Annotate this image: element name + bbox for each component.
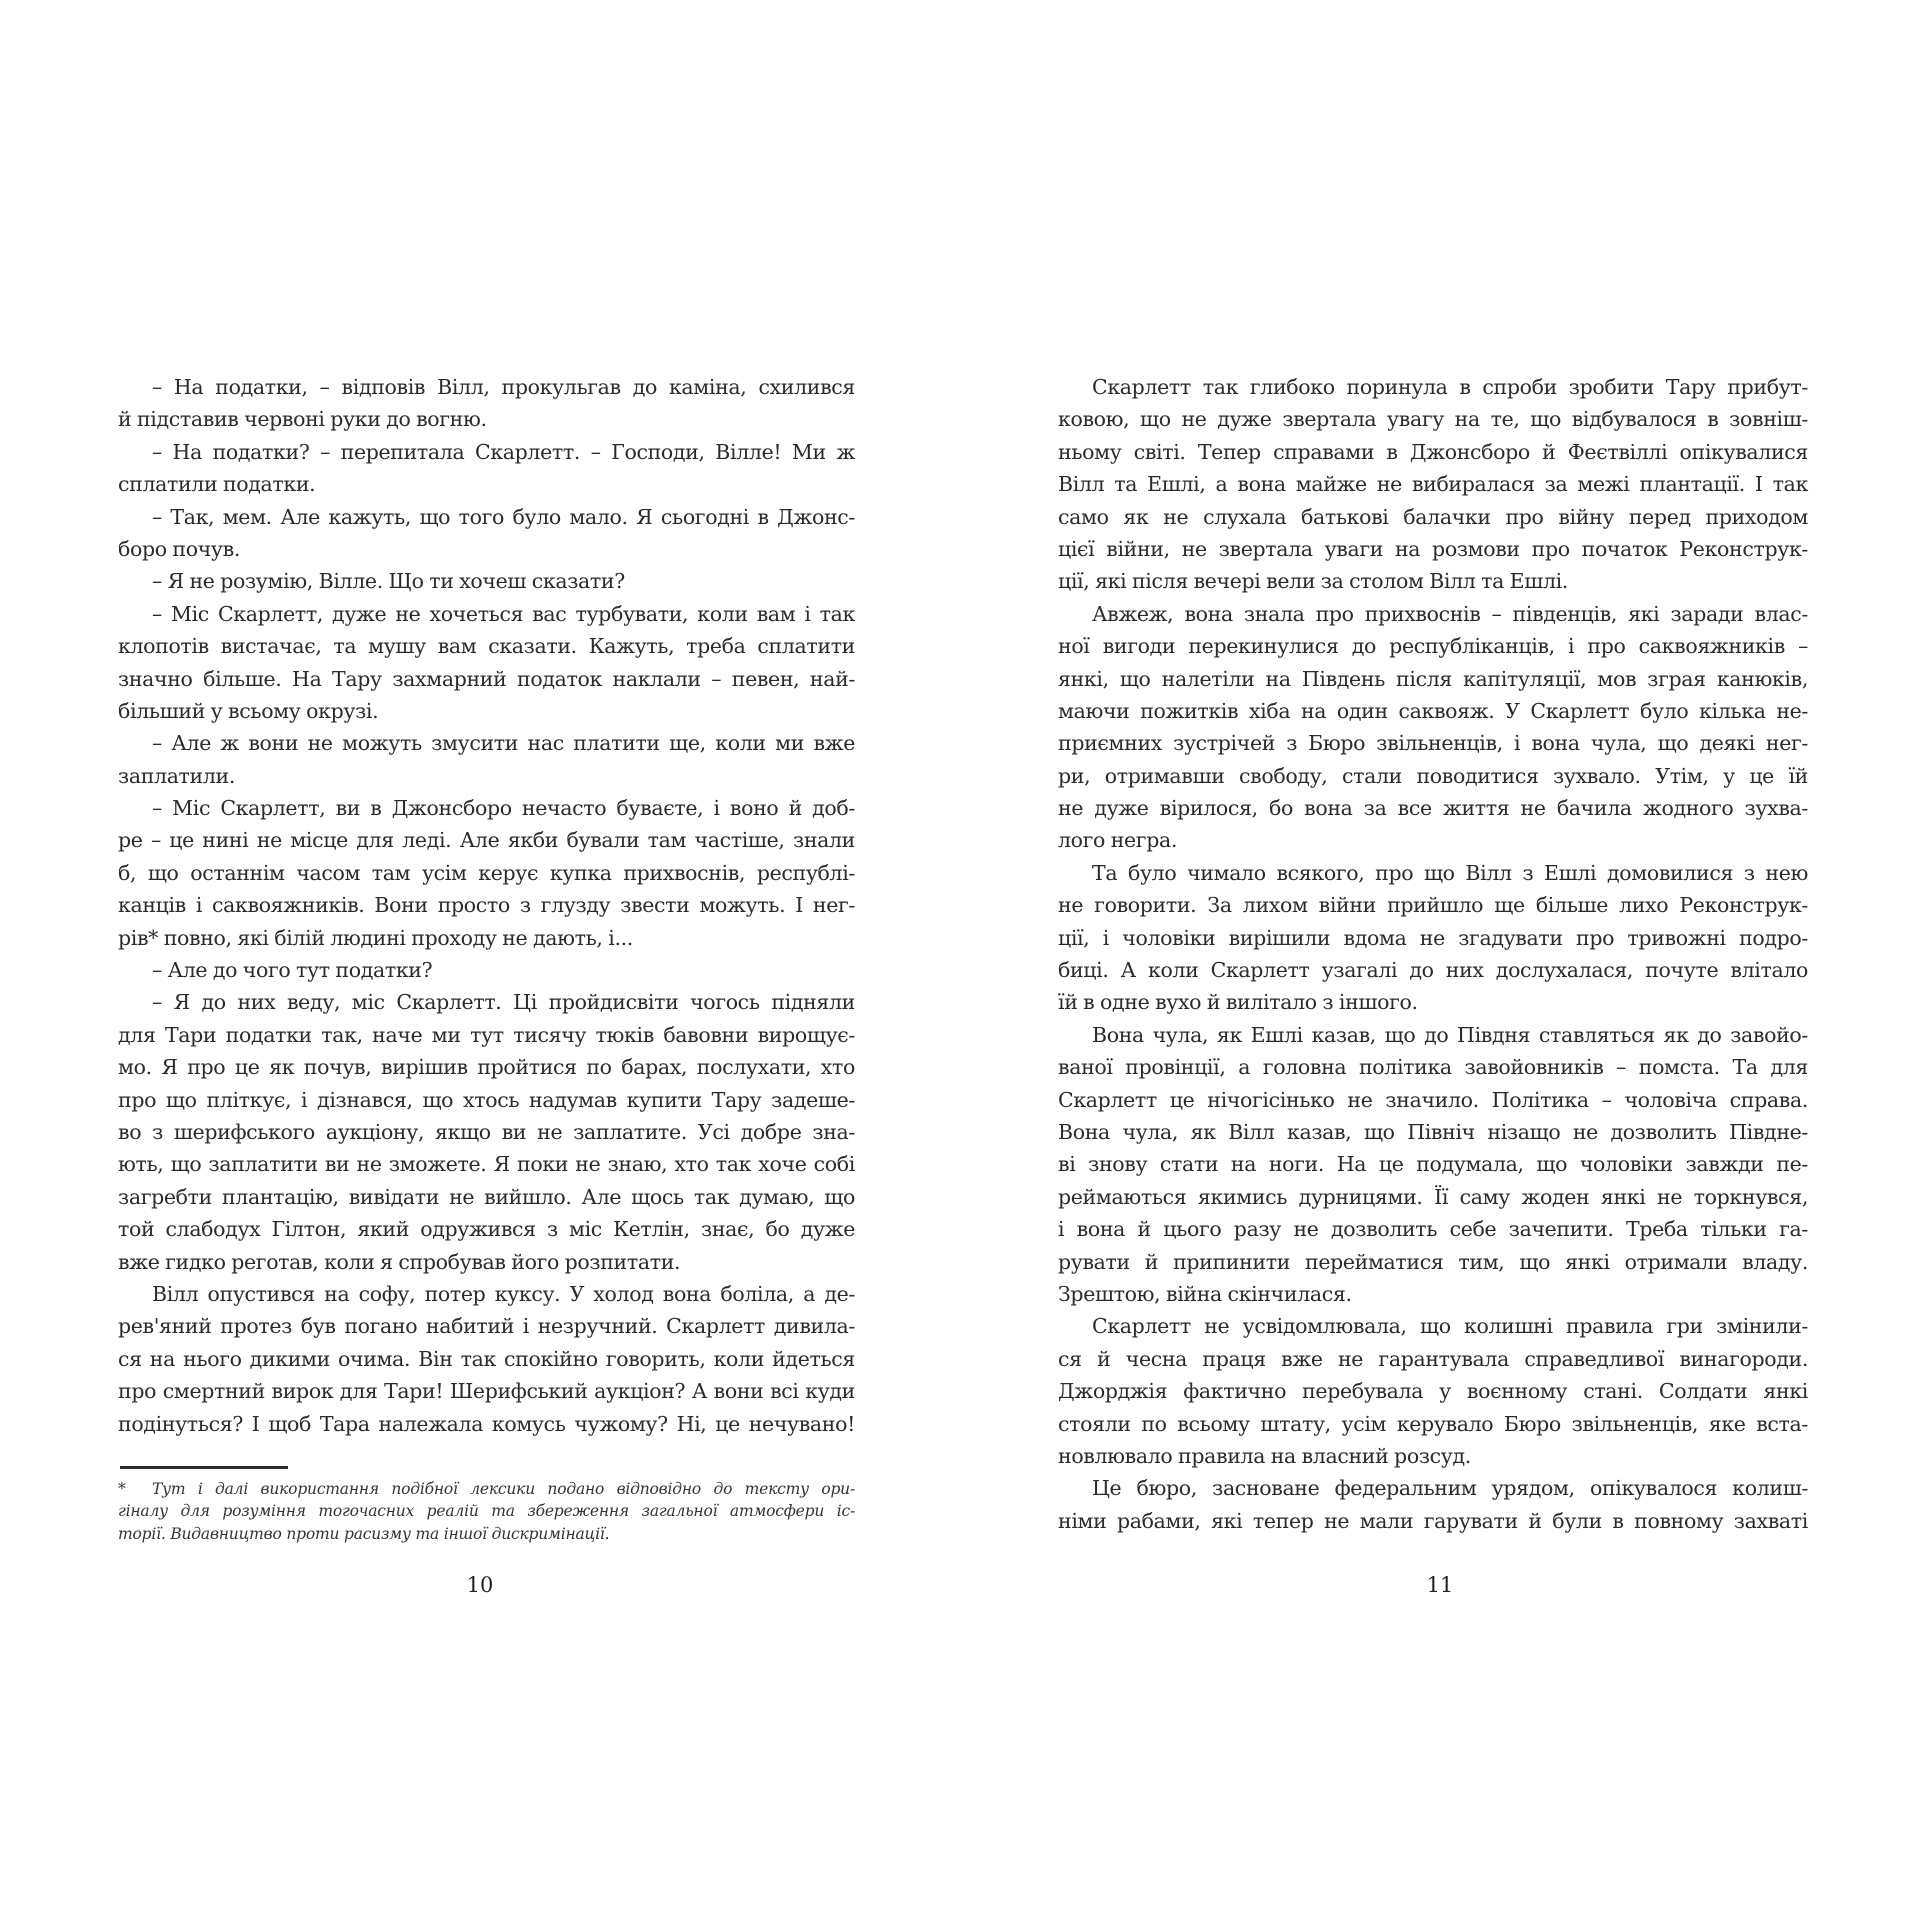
text-line: Та було чимало всякого, про що Вілл з Ешлі домовилися з нею [1092,860,1808,885]
text-line: само як не слухала батькові балачки про війну перед приходом [1058,504,1808,529]
text-line: ся й чесна праця вже не гарантувала справедливої винагороди. [1058,1346,1808,1371]
text-line: новлювало правила на власний розсуд. [1058,1443,1471,1468]
text-line: ся на нього дикими очима. Він так спокійно говорить, коли йдеться [118,1346,855,1371]
text-line: Це бюро, засноване федеральним урядом, опікувалося колиш- [1092,1476,1808,1501]
text-line: про смертний вирок для Тари! Шерифський аукціон? А вони всі куди [118,1379,855,1404]
text-line: канців і саквояжників. Вони просто з глузду звести можуть. І нег- [118,893,855,918]
text-line: і вона й цього разу не дозволить себе зачепити. Треба тільки га- [1058,1217,1808,1242]
footnote-text: гіналу для розуміння тогочасних реалій та збереження загальної атмосфери іс- [118,1502,855,1521]
text-line: – На податки, – відповів Вілл, прокульгав до каміна, схилився [152,375,855,399]
text-line: ції, і чоловіки вирішили вдома не згадувати про тривожні подро- [1058,925,1808,950]
text-line: Вілл та Ешлі, а вона майже не вибиралася за межі плантації. І так [1058,472,1808,497]
text-line: янкі, що налетіли на Південь після капітуляції, мов зграя канюків, [1058,666,1808,691]
text-line: Вілл опустився на софу, потер куксу. У холод вона боліла, а де- [152,1281,855,1306]
text-line: лого негра. [1058,828,1178,853]
text-line: німи рабами, які тепер не мали гарувати й були в повному захваті [1058,1508,1808,1533]
text-line: рувати й припинити перейматися тим, що янкі отримали владу. [1058,1249,1808,1274]
text-line: ві знову стати на ноги. На це подумала, що чоловіки завжди пе- [1058,1152,1808,1177]
text-line: заплатили. [118,763,236,788]
text-line: – Але ж вони не можуть змусити нас платити ще, коли ми вже [152,731,855,756]
footnote-line [118,1478,855,1500]
text-line: більший у всьому окрузі. [118,698,379,723]
text-line: Вона чула, як Ешлі казав, що до Півдня ставляться як до завойо- [1092,1022,1808,1047]
text-line: – Я не розумію, Вілле. Що ти хочеш сказати? [152,569,625,594]
footnote [118,1478,855,1545]
text-line: вже гидко реготав, коли я спробував його розпитати. [118,1249,681,1274]
text-line: той слабодух Гілтон, який одружився з міс Кетлін, знає, бо дуже [118,1217,855,1242]
text-line: й підставив червоні руки до вогню. [118,407,487,432]
text-line: ковою, що не дуже звертала увагу на те, що відбувалося в зовніш- [1058,407,1808,432]
text-line: стояли по всьому штату, усім керувало Бюро звільненців, яке вста- [1058,1411,1808,1436]
text-line: загребти плантацію, вивідати не вийшло. Але щось так думаю, що [118,1184,855,1209]
text-line: не дуже вірилося, бо вона за все життя не бачила жодного зухва- [1058,796,1808,821]
text-line: Зрештою, війна скінчилася. [1058,1281,1352,1306]
text-line: реймаються якимись дурницями. Її саму жоден янкі не торкнувся, [1058,1184,1808,1209]
text-line: про що пліткує, і дізнався, що хтось надумав купити Тару задеше- [118,1087,855,1112]
text-line: – Так, мем. Але кажуть, що того було мало. Я сьогодні в Джонс- [152,504,855,529]
text-line: Скарлетт не усвідомлювала, що колишні правила гри змінили- [1092,1314,1808,1339]
text-line: рев'яний протез був погано набитий і незручний. Скарлетт дивила- [118,1314,855,1339]
text-line: биці. А коли Скарлетт узагалі до них дослухалася, почуте влітало [1058,958,1808,983]
text-line: рів* повно, які білій людині проходу не дають, і... [118,925,633,950]
text-line: ньому світі. Тепер справами в Джонсборо й Феєтвіллі опікувалися [1058,439,1808,464]
text-line: – Міс Скарлетт, ви в Джонсборо нечасто буваєте, і воно й доб- [152,796,855,821]
text-line: б, що останнім часом там усім керує купка прихвоснів, республі- [118,860,855,885]
page-number-right: 11 [1426,1573,1454,1597]
text-line: цієї війни, не звертала уваги на розмови про початок Реконструк- [1058,536,1808,561]
text-line: сплатили податки. [118,472,316,497]
text-line: маючи пожитків хіба на один саквояж. У Скарлетт було кілька не- [1058,698,1808,723]
page-number-left: 10 [466,1573,494,1597]
text-line: ваної провінції, а головна політика завойовників – помста. Та для [1058,1055,1808,1080]
text-line: їй в одне вухо й вилітало з іншого. [1058,990,1418,1015]
text-line: – Я до них веду, міс Скарлетт. Ці пройдисвіти чогось підняли [152,990,855,1015]
text-line: – На податки? – перепитала Скарлетт. – Господи, Вілле! Ми ж [152,439,855,464]
left-page-body [118,371,855,1440]
text-line: ють, що заплатити ви не зможете. Я поки не знаю, хто так хоче собі [118,1152,855,1177]
text-line: мо. Я про це як почув, вирішив пройтися по барах, послухати, хто [118,1055,855,1080]
footnote-text: торії. Видавництво проти расизму та іншої дискримінації. [118,1524,610,1543]
text-line: ної вигоди перекинулися до республіканців, і про саквояжників – [1058,634,1808,659]
footnote-text: Тут і далі використання подібної лексики подано відповідно до тексту ори- [152,1480,855,1498]
text-line: Авжеж, вона знала про прихвоснів – південців, які заради влас- [1092,601,1808,626]
text-line: Скарлетт це нічогісінько не значило. Політика – чоловіча справа. [1058,1087,1808,1112]
text-line: во з шерифського аукціону, якщо ви не заплатите. Усі добре зна- [118,1119,855,1144]
footnote-divider [120,1466,288,1469]
text-line: боро почув. [118,536,240,561]
text-line: ції, які після вечері вели за столом Вілл та Ешлі. [1058,569,1569,594]
text-line: значно більше. На Тару захмарний податок наклали – певен, най- [118,666,855,691]
text-line: приємних зустрічей з Бюро звільненців, і вона чула, що деякі нег- [1058,731,1808,756]
text-line: для Тари податки так, наче ми тут тисячу тюків бавовни вирощує- [118,1022,855,1047]
text-line: клопотів вистачає, та мушу вам сказати. Кажуть, треба сплатити [118,634,855,659]
footnote-line [118,1523,855,1545]
text-line: – Але до чого тут податки? [152,958,433,983]
footnote-marker: * [118,1480,126,1498]
text-line: ре – це нині не місце для леді. Але якби бували там частіше, знали [118,828,855,853]
text-line: Джорджія фактично перебувала у воєнному стані. Солдати янкі [1058,1379,1808,1404]
text-line: Вона чула, як Вілл казав, що Північ нізащо не дозволить Півдне- [1058,1119,1808,1144]
footnote-line [118,1500,855,1522]
right-page-body [1058,371,1808,1537]
text-line: подінуться? І щоб Тара належала комусь чужому? Ні, це нечувано! [118,1411,855,1436]
text-line: не говорити. За лихом війни прийшло ще більше лихо Реконструк- [1058,893,1808,918]
text-line: Скарлетт так глибоко поринула в спроби зробити Тару прибут- [1092,375,1808,399]
text-line: ри, отримавши свободу, стали поводитися зухвало. Утім, у це їй [1058,763,1808,788]
text-line: – Міс Скарлетт, дуже не хочеться вас турбувати, коли вам і так [152,601,855,626]
